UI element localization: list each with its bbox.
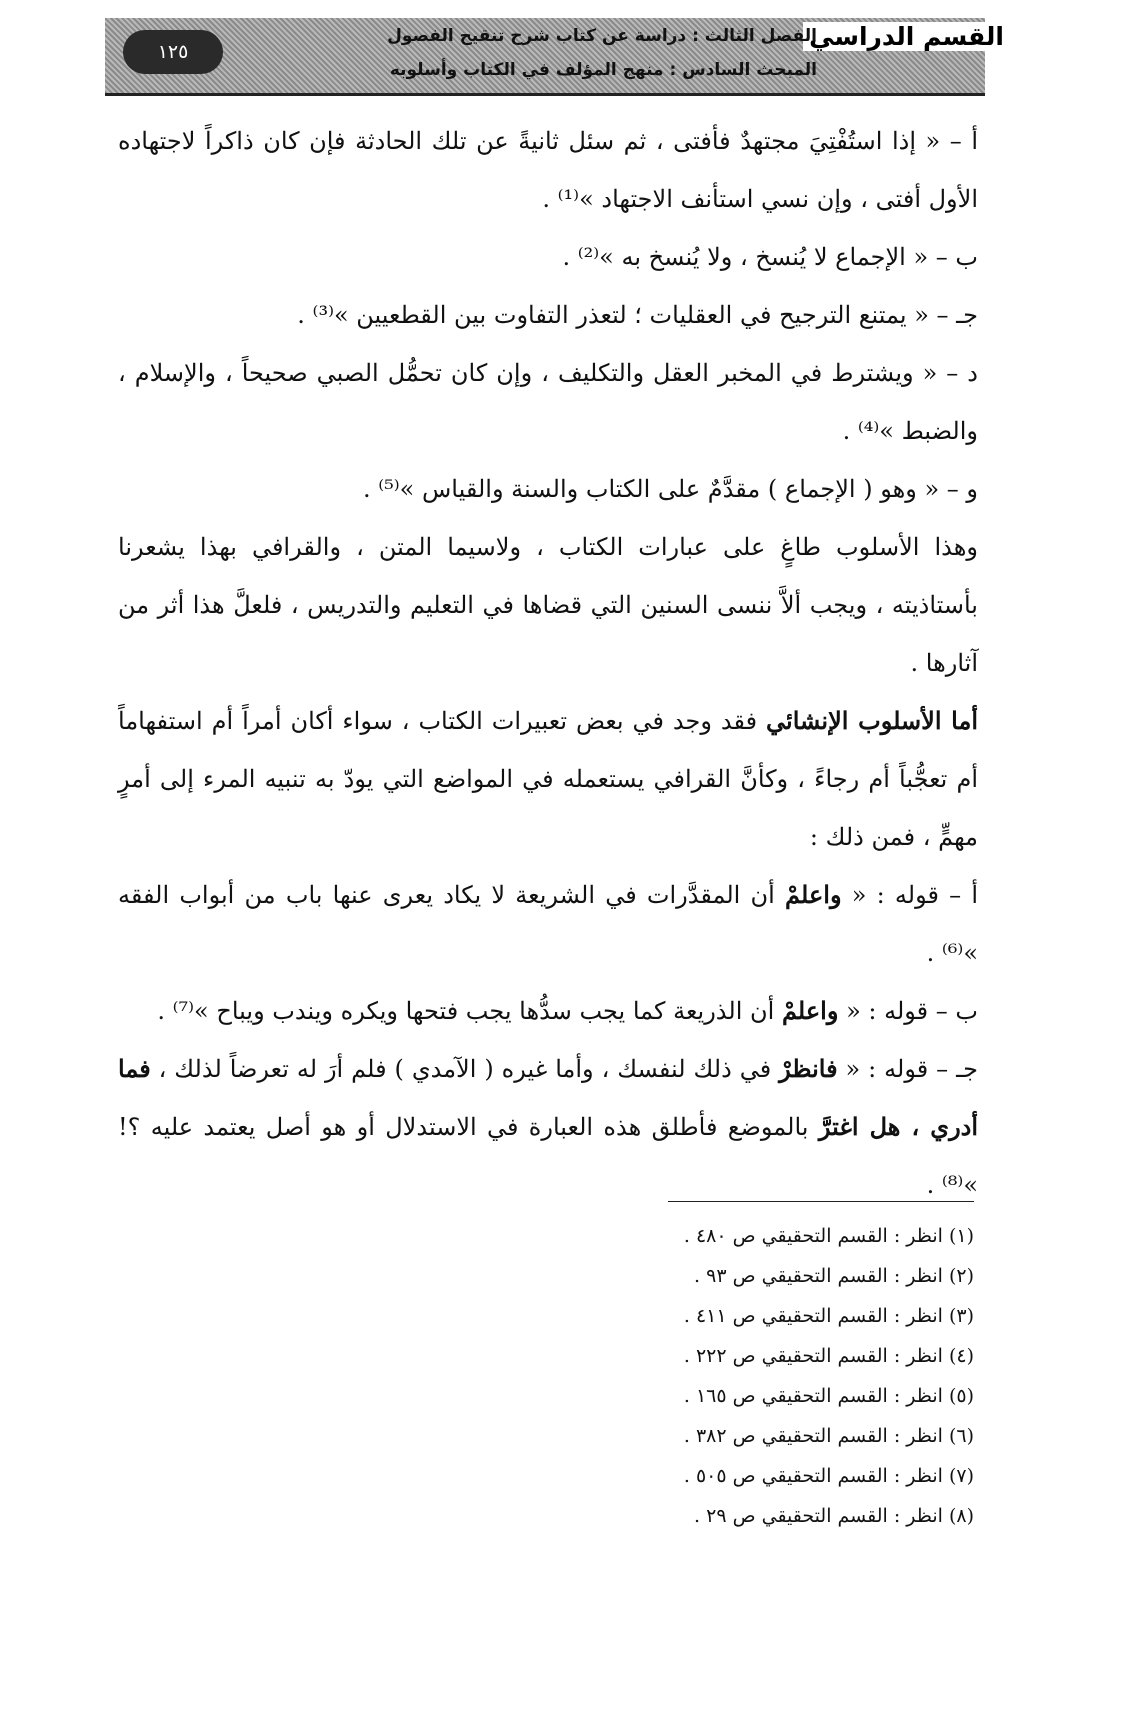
example-bold: واعلمْ [781,996,839,1025]
insha-paragraph [118,692,978,866]
insha-heading: أما الأسلوب الإنشائي [766,706,978,735]
footnote: (٧) انظر : القسم التحقيقي ص ٥٠٥ . [683,1465,974,1487]
footnote: (٤) انظر : القسم التحقيقي ص ٢٢٢ . [683,1345,974,1367]
footnote: (٦) انظر : القسم التحقيقي ص ٣٨٢ . [683,1425,974,1447]
example-dal: د – « ويشترط في المخبر العقل والتكليف ، وإن كان تحمُّل الصبي صحيحاً ، والإسلام ، والضبط »⁽⁴⁾ . [118,359,978,445]
example-bold: فانظرْ [779,1054,838,1083]
example-waw: و – « وهو ( الإجماع ) مقدَّمٌ على الكتاب والسنة والقياس »⁽⁵⁾ . [362,475,978,503]
example-jeem: جـ – « يمتنع الترجيح في العقليات ؛ لتعذر التفاوت بين القطعيين »⁽³⁾ . [297,301,978,329]
example-bold: واعلمْ [785,880,842,909]
main-text [118,112,978,1214]
page-title: القسم الدراسي [803,22,1010,51]
section-title: المبحث السادس : منهج المؤلف في الكتاب وأسلوبه [389,60,817,80]
example-rest: أن الذريعة كما يجب سدُّها يجب فتحها ويكره ويندب ويباح »⁽⁷⁾ . [157,997,782,1025]
insha-text: فقد وجد في بعض تعبيرات الكتاب ، سواء أكان أمراً أم استفهاماً أم تعجُّباً أم رجاءً ، وكأنَّ القرافي يستعمله في المواضع التي يودّ به تنبيه المرء إلى أمرٍ مهمٍّ ، فمن ذلك : [118,707,978,851]
insha-example-jeem [118,1040,978,1214]
page-header [105,18,1004,96]
footnote: (٥) انظر : القسم التحقيقي ص ١٦٥ . [683,1385,974,1407]
chapter-title: الفصل الثالث : دراسة عن كتاب شرح تنقيح الفصول [387,26,817,46]
insha-example-alif [118,866,978,982]
footnote: (٣) انظر : القسم التحقيقي ص ٤١١ . [683,1305,974,1327]
example-bold: فما أدري ، هل اغترَّ [118,1054,979,1141]
footnote-divider [668,1201,974,1202]
example-rest: في ذلك لنفسك ، وأما غيره ( الآمدي ) فلم أرَ له تعرضاً لذلك ، [150,1055,780,1083]
example-alif: أ – « إذا استُفْتِيَ مجتهدٌ فأفتى ، ثم سئل ثانيةً عن تلك الحادثة فإن كان ذاكراً لاجتهاده الأول أفتى ، وإن نسي استأنف الاجتهاد »⁽¹⁾ . [118,127,978,213]
example-ba: ب – « الإجماع لا يُنسخ ، ولا يُنسخ به »⁽²⁾ . [562,243,978,271]
insha-example-ba [118,982,978,1040]
footnotes [560,1216,974,1536]
footnote: (٢) انظر : القسم التحقيقي ص ٩٣ . [694,1265,974,1287]
footnote: (٨) انظر : القسم التحقيقي ص ٢٩ . [694,1505,974,1527]
example-rest: بالموضع فأطلق هذه العبارة في الاستدلال أو هو أصل يعتمد عليه ؟! »⁽⁸⁾ . [118,1113,978,1199]
page-number: ١٢٥ [123,30,223,74]
example-rest: أن المقدَّرات في الشريعة لا يكاد يعرى عنها باب من أبواب الفقه »⁽⁶⁾ . [118,881,978,967]
style-paragraph: وهذا الأسلوب طاغٍ على عبارات الكتاب ، ولاسيما المتن ، والقرافي بهذا يشعرنا بأستاذيته ، ويجب ألاَّ ننسى السنين التي قضاها في التعليم والتدريس ، فلعلَّ هذا أثر من آثارها . [118,533,978,677]
example-prefix: أ – قوله : « [841,881,978,909]
example-prefix: ب – قوله : « [838,997,978,1025]
example-prefix: جـ – قوله : « [837,1055,978,1083]
footnote: (١) انظر : القسم التحقيقي ص ٤٨٠ . [683,1225,974,1247]
